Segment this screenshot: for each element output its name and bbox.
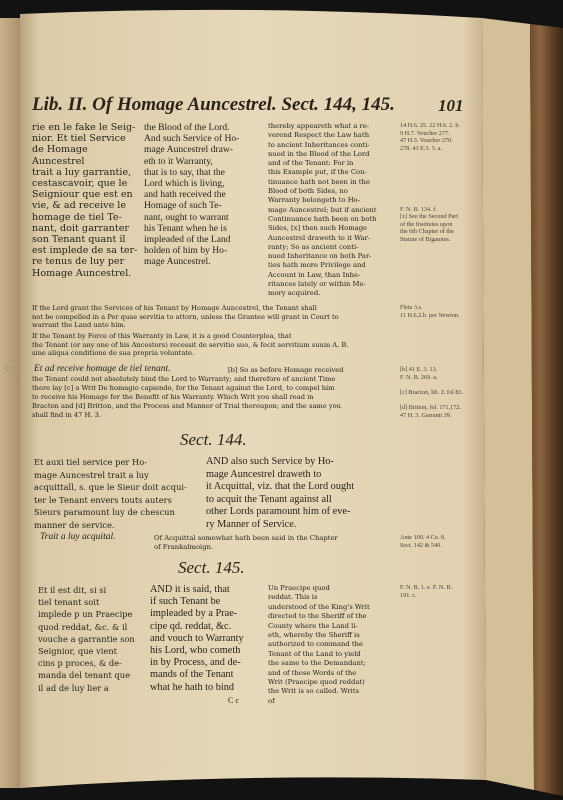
- margin-notes-bracton: [b] 41 E. 3. 13. F. N. B. 269. a. [c] Bracton, lib. 2. fol 83. [d] Britton, fol. 171,172. 47 H. 3. Garranti 39.: [400, 366, 464, 419]
- page-block-edge: [482, 18, 534, 790]
- french-text-144: Et auxi tiel service per Ho- mage Auncestrel trait a luy acquittall, s. que le Sieur doit acqui- ter le Tenant envers touts auters Sieurs paramount luy de chescun manner de service.: [34, 457, 187, 530]
- french-text-top: rie en le fake le Seig- nior. Et tiel Service de Homage Auncestrel trait a luy garrantie, cestascavoir, que le Seigniour que est en vie, & ad receive le homage de tiel Te- nant, doit garranter son Tenant quant il est implede de sa ter- re tenus de luy per Homage Auncestrel.: [32, 122, 138, 279]
- bold-line-homage: Et ad receive homage de tiel tenant.: [34, 364, 171, 374]
- margin-note-ante: Ante 100. 4 Co. 8. Sect. 142 & 540.: [400, 534, 446, 549]
- paragraph-homage-received: [b] So as before Homage received the Tenant could not absolutely bind the Lord to Warranty; and therefore of ancient Time there lay [c] a Writ De homagio capiendo, for the Tenant against the Lord, to compel him to receive his Homage for the Benefit of his Warranty. Which Writ you shall read in Bracton and [d] Britton, and the Process and Manner of Trial thereupon; and the same you shall find in 47 H. 3.: [32, 366, 344, 419]
- document-page: [32, 62, 480, 752]
- english-text-144: AND also such Service by Ho- mage Auncestrel draweth to it Acquittal, viz. that the Lord ought to acquit the Tenant against all other Lords paramount him of eve- ry Manner of Service.: [206, 456, 355, 530]
- page-header-title: Lib. II. Of Homage Auncestrel. Sect. 144, 145.: [32, 94, 395, 115]
- english-text-top: the Blood of the Lord. And such Service of Ho- mage Auncestrel draw- eth to it Warranty, that is to say, that the Lord which is living, and hath received the Homage of such Te- nant, ought to warrant his Tenant when he is impleaded of the Land holden of him by Ho- mage Auncestrel.: [144, 122, 240, 268]
- left-page-edge: [0, 18, 22, 788]
- english-text-145: AND it is said, that if such Tenant be impleaded by a Prae- cipe qd. reddat, &c. and vouch to Warranty his Lord, who cometh in by Process, and de- mands of the Tenant what he hath to bind: [150, 584, 244, 693]
- leather-binding: [530, 24, 563, 796]
- margin-note-fnb: F. N. B. 1. e. F. N. B. 191. c.: [400, 584, 453, 599]
- catchword: C c: [228, 696, 239, 705]
- commentary-top: thereby appeareth what a re- verend Respect the Law hath to ancient Inheritances conti- nued in the Blood of the Lord and of the Tenant: For in this Example put, if the Con- tinuance hath not been in the Blood of both Sides, no Warranty belongeth to Ho- mage Auncestrel; but if ancient Continuance hath been on both Sides, [x] then such Homage Auncestrel draweth to it War- ranty; So as ancient conti- nued Inheritance on both Par- ties hath more Privilege and Account in Law, than Inhe- ritances lately or within Me- mory acquired.: [268, 122, 377, 298]
- margin-note-fleta: Fleta 3.s. 11 H.6.2.b. per Newton.: [400, 304, 460, 319]
- trait-text: Of Acquittal somewhat hath been said in the Chapter of Frankalmoign.: [154, 534, 338, 551]
- section-heading-144: Sect. 144.: [180, 430, 247, 449]
- trait-label: Trait a luy acquital.: [40, 532, 116, 542]
- margin-notes-top: 14 H.6. 25. 22 H.6. 2. b. 9 H.7. Voucher 277. 47 H.3. Voucher 270. 278. 43 E.3. 3. a. F. N. B. 134. f. [x] See the Second Part of the Institutes upon the 6th Chapter of the Statute of Bigamies.: [400, 122, 460, 243]
- commentary-145: Un Praecipe quod reddat. This is understood of the King's Writ directed to the Sheriff of the County where the Land li- eth, whereby the Sheriff is authorized to command the Tenant of the Land to yield the same to the Demandant; and of these Words of the Writ (Praecipe quod reddat) the Writ is so called. Writs of: [268, 584, 370, 705]
- page-number: 101: [438, 96, 464, 115]
- paragraph-grant-services: If the Lord grant the Services of his Tenant by Homage Auncestrel, the Tenant shall not be compelled in a Per quae servitia to attorn, unless the Grantee will grant in Court to warrant the Land unto him.: [32, 304, 339, 330]
- paragraph-counterplea: If the Tenant by Force of this Warranty in Law, it is a good Counterplea, that the Tenant (or any one of his Ancestors) recessit de servitio suo, & fecit servitium suum A. B. sine aliqua conditione de sua propria voluntate.: [32, 332, 349, 358]
- section-heading-145: Sect. 145.: [178, 558, 245, 577]
- french-text-145: Et il est dit, si si tiel tenant soit implede p un Praecipe quod reddat, &c. & il vouche a garrantie son Seignior, que vient cins p proces, & de- manda del tenant que il ad de luy lier a: [38, 585, 135, 693]
- left-margin-mark: ᴄɪ: [4, 364, 12, 373]
